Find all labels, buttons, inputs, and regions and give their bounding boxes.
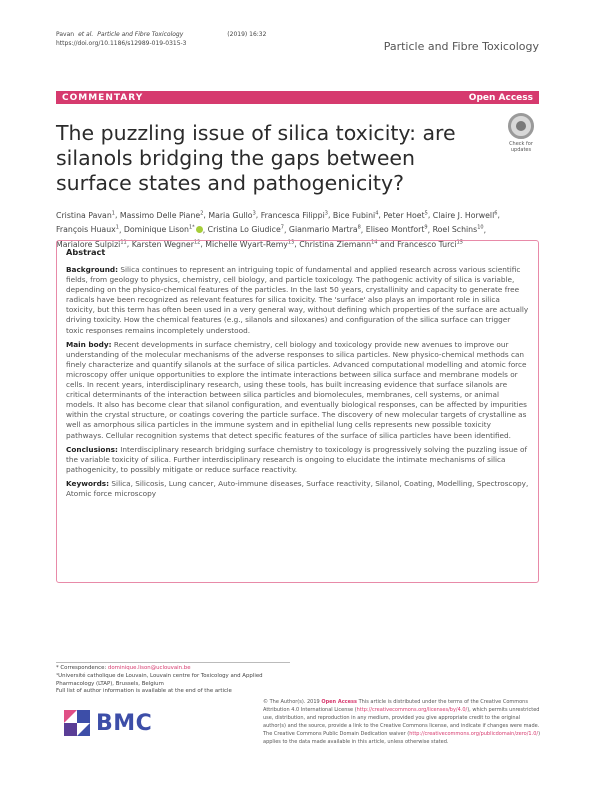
background-text: Silica continues to represent an intriguing topic of fundamental and applied research across various scientific fields, from geology to physics, chemistry, cell biology, and particle toxicology. The pathogenic activity of silica is variable, depending on the physico-chemical features of the particles. In the last 50 years, crystallinity and capacity to generate free radicals have been recognized as relevant features for silica toxicity. The 'surface' also plays an important role in silica toxicity, but this term has often been used in a very general way, without defining which properties of the surface are actually driving toxicity. How the chemical features (e.g., silanols and siloxanes) and configuration of the silica surface can trigger toxic responses remains incompletely understood. bbox=[66, 265, 529, 335]
footnotes bbox=[56, 665, 296, 696]
author-name[interactable] bbox=[333, 211, 379, 220]
author-name-text: Marialore Sulpizi bbox=[56, 239, 121, 249]
header-journal: Particle and Fibre Toxicology bbox=[97, 31, 184, 38]
conclusions-text: Interdisciplinary research bridging surface chemistry to toxicology is progressively solving the puzzling issue of the variable toxicity of silica. Further interdisciplinary research is ongoing to elucidate the intimate mechanisms of silica pathogenicity, to possibly mitigate or reduce surface reactivity. bbox=[66, 444, 528, 474]
author-name[interactable] bbox=[383, 211, 427, 220]
author-name-text: Cristina Pavan bbox=[56, 210, 112, 220]
correspondence-email[interactable]: dominique.lison@uclouvain.be bbox=[107, 665, 191, 671]
author-name-text: Francesca Filippi bbox=[260, 210, 325, 220]
author-name-text: Gianmario Martra bbox=[288, 225, 358, 235]
main-body-label: Main body: bbox=[66, 339, 112, 349]
license-text-2: ), which permits unrestricted use, distribution, and reproduction in any medium, provided you give appropriate credit to the original author(s) and the source, provide a link to the Creative Commons license, and indicate if changes were made. The Creative Commons Public Domain Dedication waiver ( bbox=[263, 707, 540, 737]
author-affiliation-mark: 3 bbox=[252, 210, 256, 216]
author-name-text: Michelle Wyart-Remy bbox=[205, 239, 288, 249]
author-name-text: Eliseo Montfort bbox=[365, 225, 425, 235]
author-affiliation-mark: 12 bbox=[193, 239, 201, 246]
author-name[interactable] bbox=[261, 211, 328, 220]
copyright: © The Author(s). 2019 bbox=[263, 699, 320, 705]
author-info-note: Full list of author information is available at the end of the article bbox=[56, 688, 232, 695]
author-name[interactable] bbox=[366, 225, 428, 234]
article-type: COMMENTARY bbox=[62, 92, 144, 103]
author-affiliation-mark: 15 bbox=[456, 239, 463, 246]
article-type-banner bbox=[56, 91, 539, 104]
author-affiliation-mark: 2 bbox=[200, 210, 204, 216]
check-for-updates-badge[interactable] bbox=[500, 113, 542, 159]
correspondence bbox=[56, 665, 296, 673]
author-name[interactable] bbox=[208, 211, 255, 220]
author-affiliation-mark: 14 bbox=[371, 239, 378, 246]
author-name[interactable] bbox=[120, 211, 203, 220]
journal-name: Particle and Fibre Toxicology bbox=[383, 40, 539, 53]
author-name[interactable] bbox=[124, 225, 203, 234]
author-name-text: Dominique Lison bbox=[123, 225, 189, 235]
running-header bbox=[56, 31, 266, 48]
author-affiliation-mark: 1* bbox=[189, 224, 195, 231]
author-name-text: and Francesco Turci bbox=[379, 239, 457, 249]
background-label: Background: bbox=[66, 265, 119, 274]
author-name-text: Massimo Delle Piane bbox=[119, 210, 201, 220]
author-name[interactable] bbox=[56, 225, 119, 234]
abstract-main-body bbox=[66, 340, 529, 441]
license-link-cc0[interactable]: http://creativecommons.org/publicdomain/zero/1.0/ bbox=[409, 731, 539, 737]
article-title: The puzzling issue of silica toxicity: are silanols bridging the gaps between surface states and pathogenicity? bbox=[56, 121, 456, 195]
author-affiliation-mark: 4 bbox=[375, 210, 379, 216]
author-name[interactable] bbox=[433, 225, 484, 234]
publisher-logo bbox=[64, 708, 174, 738]
main-body-text: Recent developments in surface chemistry, cell biology and toxicology provide new avenues to improve our understanding of the molecular mechanisms of the adverse responses to silica particles. New physico-chemical methods can finely characterize and quantify silanols at the surface of silica particles. Advanced computational modelling and atomic force microscopy offer unique opportunities to explore the intimate interactions between silica surface and membrane models or cells. In recent years, interdisciplinary research, using these tools, has built increasing evidence that surface silanols are critical determinants of the interaction between silica particles and biomolecules, membranes, cell systems, or animal models. It also has become clear that silanol configuration, and eventually biological responses, can be affected by impurities within the crystal structure, or coatings covering the particle surface. The discovery of new molecular targets of crystalline as well as amorphous silica particles in the immune system and in epithelial lung cells represents new possible toxicity pathways. Cellular recognition systems that detect specific features of the surface of silica particles have been identified. bbox=[66, 339, 527, 440]
author-name-text: Peter Hoet bbox=[383, 210, 425, 220]
author-affiliation-mark: 8 bbox=[357, 224, 361, 231]
author-affiliation-mark: 10 bbox=[477, 224, 484, 231]
license-open-access: Open Access bbox=[321, 699, 357, 705]
author-name[interactable] bbox=[208, 225, 284, 234]
author-affiliation-mark: 5 bbox=[424, 210, 428, 216]
author-affiliation-mark: 1 bbox=[111, 210, 115, 216]
author-name-text: Christina Ziemann bbox=[299, 239, 372, 249]
correspondence-label: * Correspondence: bbox=[56, 665, 107, 671]
author-name[interactable] bbox=[289, 225, 361, 234]
check-updates-icon bbox=[508, 113, 534, 139]
affiliation: ¹Université catholique de Louvain, Louvain centre for Toxicology and Applied Pharmacology (LTAP), Brussels, Belgium bbox=[56, 672, 263, 687]
bmc-logo-icon bbox=[64, 710, 90, 736]
orcid-icon[interactable] bbox=[196, 226, 203, 233]
open-access-label: Open Access bbox=[468, 92, 533, 103]
keywords-text: Silica, Silicosis, Lung cancer, Auto-immune diseases, Surface reactivity, Silanol, Coating, Modelling, Spectroscopy, Atomic force microscopy bbox=[66, 478, 529, 498]
author-name-text: Roel Schins bbox=[432, 225, 478, 235]
license-link-cc-by[interactable]: http://creativecommons.org/licenses/by/4.0/ bbox=[356, 707, 468, 713]
abstract-heading: Abstract bbox=[66, 247, 106, 257]
license-text-3: ) applies to the data made available in this article, unless otherwise stated. bbox=[263, 731, 541, 745]
author-name-text: Karsten Wegner bbox=[131, 239, 194, 249]
abstract-keywords bbox=[66, 479, 529, 499]
citation-line bbox=[56, 31, 266, 40]
author-list: Cristina Pavan$^1$, Massimo Delle Piane$^2$, Maria Gullo$^3$, Francesca Filippi$^3$, Bice Fubini$^4$, Peter Hoet$^5$, Claire J. Horwell$^6$, François Huaux$^1$, Dominique Lison$^{1*}$ , Cristina Lo Giudice$^7$, Gianmario Martra$^8$, Eliseo Montfort$^9$, Roel Schins$^{10}$, Marialore Sulpizi$^{11}$, Karsten Wegner$^{12}$, Michelle Wyart-Remy$^{13}$, Christina Ziemann$^{14}$ and Francesco Turci$^{15}$ bbox=[56, 210, 500, 249]
author-name-text: Cristina Lo Giudice bbox=[207, 225, 281, 235]
conclusions-label: Conclusions: bbox=[66, 444, 118, 454]
author-affiliation-mark: 3 bbox=[324, 210, 328, 216]
license-statement bbox=[263, 698, 540, 746]
author-affiliation-mark: 11 bbox=[120, 239, 127, 246]
author-name-text: Maria Gullo bbox=[208, 210, 253, 220]
author-name[interactable] bbox=[56, 211, 115, 220]
license-text-1: This article is distributed under the terms of the Creative Commons Attribution 4.0 International License ( bbox=[263, 699, 528, 713]
header-doi[interactable]: https://doi.org/10.1186/s12989-019-0315-3 bbox=[56, 39, 187, 47]
author-name[interactable] bbox=[433, 211, 498, 220]
publisher-name: BMC bbox=[96, 710, 153, 736]
header-etal: et al. bbox=[78, 31, 94, 38]
footnote-divider bbox=[56, 662, 290, 663]
author-affiliation-mark: 13 bbox=[287, 239, 295, 246]
author-name-text: Claire J. Horwell bbox=[432, 210, 495, 220]
keywords-label: Keywords: bbox=[66, 478, 110, 488]
author-name-text: François Huaux bbox=[56, 225, 116, 235]
author-affiliation-mark: 6 bbox=[494, 210, 498, 216]
header-author: Pavan bbox=[56, 31, 75, 38]
author-affiliation-mark: 7 bbox=[280, 224, 284, 231]
author-affiliation-mark: 9 bbox=[424, 224, 428, 231]
header-volume: (2019) 16:32 bbox=[227, 31, 267, 38]
abstract-conclusions bbox=[66, 445, 529, 475]
check-updates-label: Check for updates bbox=[509, 141, 533, 153]
author-name-text: Bice Fubini bbox=[332, 210, 376, 220]
abstract-box bbox=[56, 240, 539, 583]
abstract-background bbox=[66, 265, 529, 336]
author-affiliation-mark: 1 bbox=[115, 224, 119, 231]
